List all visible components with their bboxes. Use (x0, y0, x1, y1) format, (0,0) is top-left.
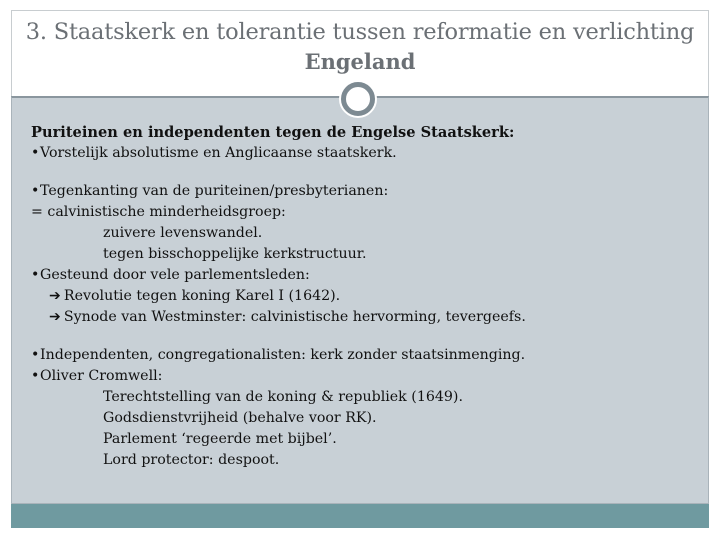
slide-body (31, 122, 701, 471)
text-line: Godsdienstvrijheid (behalve voor RK). (103, 410, 377, 426)
bullet-icon: • (31, 267, 40, 283)
bullet-line (31, 265, 701, 286)
text-line: = calvinistische minderheidsgroep: (31, 204, 286, 220)
bullet-text: Oliver Cromwell: (40, 368, 163, 384)
text-line: zuivere levenswandel. (103, 225, 263, 241)
bullet-text: Independenten, congregationalisten: kerk zonder staatsinmenging. (40, 347, 526, 363)
bullet-line (31, 181, 701, 202)
arrow-text: Revolutie tegen koning Karel I (1642). (63, 288, 341, 304)
text-line: Terechtstelling van de koning & republiek (1649). (103, 389, 463, 405)
bullet-text: Vorstelijk absolutisme en Anglicaanse staatskerk. (40, 145, 397, 161)
arrow-line (31, 307, 701, 328)
section-heading: Puriteinen en independenten tegen de Engelse Staatskerk: (31, 124, 515, 141)
ring-icon (341, 82, 375, 116)
bullet-icon: • (31, 347, 40, 363)
arrow-right-icon: ➔ (49, 309, 61, 325)
arrow-text: Synode van Westminster: calvinistische hervorming, tevergeefs. (63, 309, 526, 325)
bullet-line (31, 345, 701, 366)
spacer (31, 164, 701, 181)
spacer (31, 328, 701, 345)
slide-subtitle: Engeland (304, 49, 416, 74)
bullet-icon: • (31, 145, 40, 161)
text-line: tegen bisschoppelijke kerkstructuur. (103, 246, 367, 262)
arrow-line (31, 286, 701, 307)
bullet-icon: • (31, 368, 40, 384)
bullet-icon: • (31, 183, 40, 199)
footer-bar (11, 504, 709, 528)
bullet-line (31, 366, 701, 387)
bullet-text: Gesteund door vele parlementsleden: (40, 267, 310, 283)
text-line: Parlement ‘regeerde met bijbel’. (103, 431, 337, 447)
bullet-text: Tegenkanting van de puriteinen/presbyterianen: (40, 183, 389, 199)
bullet-line (31, 143, 701, 164)
slide-title: 3. Staatskerk en tolerantie tussen reformatie en verlichting (25, 19, 695, 45)
divider-circle-icon (339, 80, 377, 118)
arrow-right-icon: ➔ (49, 288, 61, 304)
text-line: Lord protector: despoot. (103, 452, 280, 468)
